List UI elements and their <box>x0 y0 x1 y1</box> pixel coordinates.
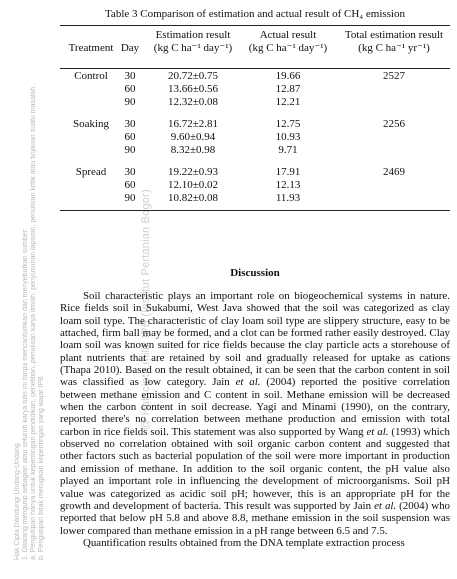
actual-value: 12.87 <box>275 83 301 95</box>
estimation-value: 12.32±0.08 <box>167 96 219 108</box>
text-run: Soil characteristic plays an important role on biogeochemical systems in nature. Rice fields soil in Sukabumi, West Java showed that the soil was categorized as clay loam soil type. The characteristic of clay loam soil type are slippery structure, easy to be attached, firm ball may be formed, and a clot can be formed rather easily destroyed. Clay loam soil was known suited for rice fields because the clay particle acts a storehouse of plant nutrients that are retained by soil and gradually released for uptake as cations (Thapa 2010). Based on the result obtained, it can be seen that the carbon content in soil was classified as low category. Jain <box>60 290 450 389</box>
paragraph <box>60 290 450 537</box>
total-value: 2527 <box>383 70 405 82</box>
watermark-line: b. Pengutipan tidak merugikan kepentingan yang wajar IPB. <box>38 374 45 560</box>
text-run: (1993) which observed no correlation obtained with soil organic carbon content and suggested that other factors such as bacterial population of the soil were more important in production and emission of methane. In addition to the soil organic content, the pH value also played an important role in influencing the development of microorganisms. Soil pH value was categorized as acidic soil pH; however, this is an appropriate pH for the growth and development of bacteria. This result was supported by Jain <box>60 425 450 512</box>
actual-value: 19.66 <box>275 70 301 82</box>
day-value: 90 <box>124 96 136 108</box>
ipb-watermark: @ Hak cipta milik IPB (Institut Pertanian Bogor) <box>140 189 152 430</box>
header-estimation-unit: (kg C ha⁻¹ day⁻¹) <box>153 42 233 54</box>
estimation-value: 13.66±0.56 <box>167 83 219 95</box>
text-run: (2004) who reported that below pH 5.8 and above 8.8, methane emission in the soil suspension was lower compared than methane emission in a pH range between 6.5 and 7.5. <box>60 499 450 537</box>
copyright-watermark <box>14 40 45 560</box>
actual-value: 10.93 <box>275 131 301 143</box>
text-run: (2004) reported the positive correlation between methane emission and C content in soil. Methane emission will be decreased when the carbon content in soil decrease. Yagi and Minami (1990), on the contrary, reported there's no correlation between methane production and emission with total carbon in rice fields soil. This statement was also supported by Wang <box>60 376 451 438</box>
total-value: 2469 <box>383 166 405 178</box>
actual-value: 12.13 <box>275 179 301 191</box>
text-run: et al. <box>374 499 397 512</box>
section-heading: Discussion <box>230 267 280 279</box>
text-run: et al. <box>235 376 261 389</box>
actual-value: 11.93 <box>275 192 301 204</box>
discussion-body <box>60 290 450 549</box>
total-value: 2256 <box>383 118 405 130</box>
header-total: Total estimation result <box>344 29 444 41</box>
day-value: 30 <box>124 70 136 82</box>
table-header-rule <box>60 68 450 69</box>
day-value: 30 <box>124 166 136 178</box>
estimation-value: 12.10±0.02 <box>167 179 219 191</box>
actual-value: 12.75 <box>275 118 301 130</box>
text-run: et al. <box>366 425 389 438</box>
table-caption: Table 3 Comparison of estimation and actual result of CH₄ emission <box>104 8 405 20</box>
header-treatment: Treatment <box>68 42 114 54</box>
watermark-line: Hak Cipta Dilindungi Undang-Undang <box>14 443 21 560</box>
day-value: 60 <box>124 83 136 95</box>
header-actual: Actual result <box>259 29 317 41</box>
estimation-value: 10.82±0.08 <box>167 192 219 204</box>
header-total-unit: (kg C ha⁻¹ yr⁻¹) <box>358 42 430 54</box>
actual-value: 9.71 <box>278 144 298 156</box>
estimation-value: 9.60±0.94 <box>170 131 216 143</box>
treatment-label: Control <box>74 70 108 82</box>
day-value: 90 <box>124 144 136 156</box>
treatment-label: Soaking <box>72 118 110 130</box>
estimation-value: 8.32±0.98 <box>170 144 216 156</box>
watermark-line: 1. Dilarang mengutip sebagian atau seluruh karya tulis ini tanpa mencantumkan dan menyebutkan sumber: <box>22 228 29 560</box>
paragraph: Quantification results obtained from the DNA template extraction process <box>83 536 405 549</box>
table-bottom-rule <box>60 210 450 211</box>
estimation-value: 20.72±0.75 <box>167 70 219 82</box>
watermark-line: a. Pengutipan hanya untuk kepentingan pendidikan, penelitian, penulisan karya ilmiah, penyusunan laporan, penulisan kritik atau tinjauan suatu masalah. <box>30 84 37 560</box>
day-value: 60 <box>124 179 136 191</box>
actual-value: 17.91 <box>275 166 301 178</box>
estimation-value: 16.72±2.81 <box>167 118 219 130</box>
day-value: 60 <box>124 131 136 143</box>
day-value: 30 <box>124 118 136 130</box>
treatment-label: Spread <box>75 166 107 178</box>
header-actual-unit: (kg C ha⁻¹ day⁻¹) <box>248 42 328 54</box>
estimation-value: 19.22±0.93 <box>167 166 219 178</box>
day-value: 90 <box>124 192 136 204</box>
header-estimation: Estimation result <box>155 29 231 41</box>
header-day: Day <box>120 42 140 54</box>
table-top-rule <box>60 25 450 26</box>
actual-value: 12.21 <box>275 96 301 108</box>
